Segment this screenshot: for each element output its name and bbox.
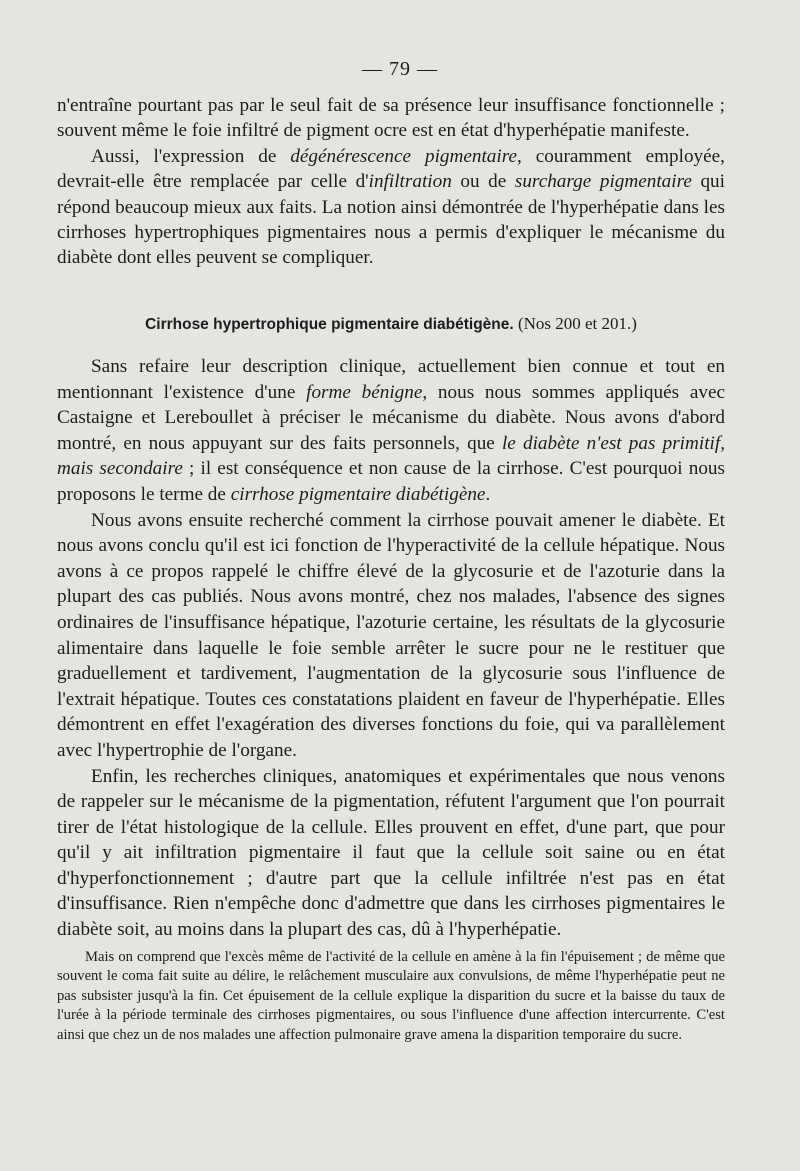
intro-text [57,93,725,271]
body-paragraph-3: Enfin, les recherches cliniques, anatomiques et expérimentales que nous venons de rappeler sur le mécanisme de la pigmentation, réfutent l'argument que l'on pourrait tirer de l'état histologique de la cellule. Elles prouvent en effet, d'une part, que pour qu'il y ait infiltration pigmentaire il faut que la cellule soit saine ou en état d'hyperfonctionnement ; d'autre part que la cellule infiltrée n'est pas en état d'insuffisance. Rien n'empêche donc d'admettre que dans les cirrhoses pigmentaires le diabète soit, au moins dans la plupart des cas, dû à l'hyperhépatie. [57,765,725,941]
footnote [57,948,725,1045]
intro-paragraph-2: Aussi, l'expression de dégénérescence pigmentaire, couramment employée, devrait-elle être remplacée par celle d'infiltration ou de surcharge pigmentaire qui répond beaucoup mieux aux faits. La notion ainsi démontrée de l'hyperhépatie dans les cirrhoses hypertrophiques pigmentaires nous a permis d'expliquer le mécanisme du diabète dont elles peuvent se compliquer. [57,145,725,269]
intro-paragraph-1: n'entraîne pourtant pas par le seul fait de sa présence leur insuffisance fonctionnelle ; souvent même le foie infiltré de pigment ocre est en état d'hyperhépatie manifeste. [57,95,725,142]
footnote-text: Mais on comprend que l'excès même de l'activité de la cellule en amène à la fin l'épuisement ; de même que souvent le coma fait suite au délire, le relâchement musculaire aux convulsions, de même l'hyperhépatie peut ne pas subsister jusqu'à la fin. Cet épuisement de la cellule explique la disparition du sucre et la baisse du taux de l'urée à la période terminale des cirrhoses pigmentaires, ou sous l'influence d'une affection intercurrente. C'est ainsi que chez un de nos malades une affection pulmonaire grave amena la disparition temporaire du sucre. [57,949,725,1043]
section-reference: (Nos 200 et 201.) [513,314,637,333]
section-heading [57,314,725,334]
body-paragraph-1: Sans refaire leur description clinique, actuellement bien connue et tout en mentionnant l'existence d'une forme bénigne, nous nous sommes appliqués avec Castaigne et Lereboullet à préciser le mécanisme du diabète. Nous avons d'abord montré, en nous appuyant sur des faits personnels, que le diabète n'est pas primitif, mais secondaire ; il est conséquence et non cause de la cirrhose. C'est pourquoi nous proposons le terme de cirrhose pigmentaire diabétigène. [57,356,725,505]
section-body [57,354,725,943]
page-number: — 79 — [362,58,438,80]
body-paragraph-2: Nous avons ensuite recherché comment la cirrhose pouvait amener le diabète. Et nous avons conclu qu'il est ici fonction de l'hyperactivité de la cellule hépatique. Nous avons à ce propos rappelé le chiffre élevé de la glycosurie et de l'azoturie dans la plupart des cas publiés. Nous avons montré, chez nos malades, l'absence des signes ordinaires de l'insuffisance hépatique, l'azoturie certaine, les résultats de la glycosurie alimentaire dans laquelle le foie semble arrêter le sucre pour ne le restituer que graduellement et tardivement, l'augmentation de la glycosurie sous l'influence de l'extrait hépatique. Toutes ces constatations plaident en faveur de l'hyperhépatie. Elles démontrent en effet l'exagération des diverses fonctions du foie, qui va parallèlement avec l'hypertrophie de l'organe. [57,509,725,761]
section-title: Cirrhose hypertrophique pigmentaire diabétigène. [145,316,514,333]
